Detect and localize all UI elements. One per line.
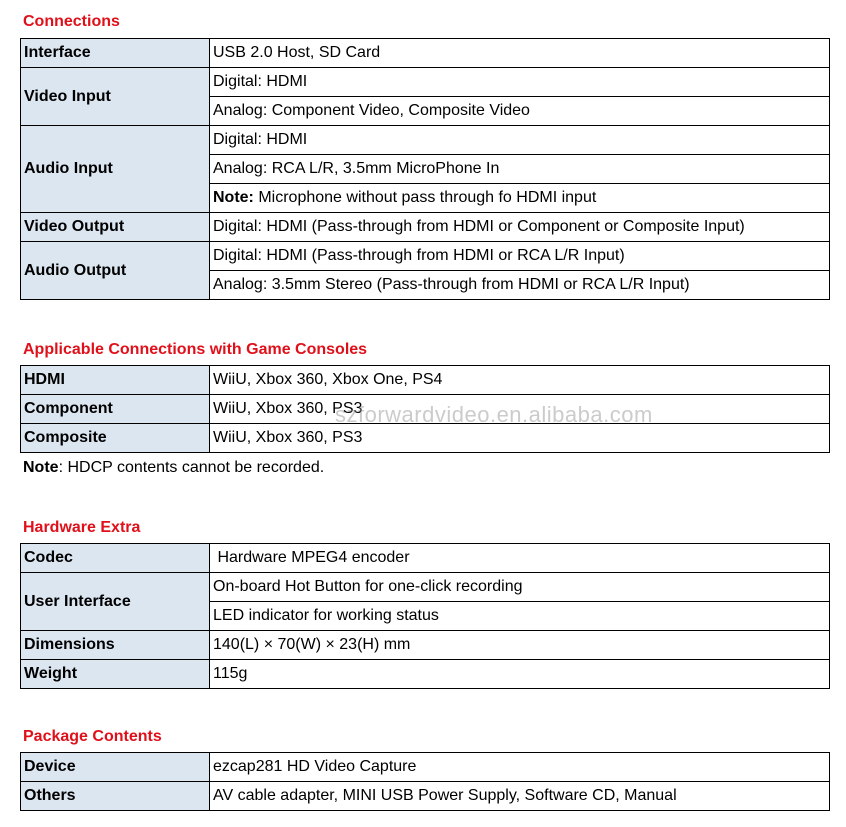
note-label: Note: [23, 459, 59, 476]
console-value: WiiU, Xbox 360, PS3: [210, 424, 830, 453]
dimensions-label: Dimensions: [21, 631, 210, 660]
user-interface-label: User Interface: [21, 573, 210, 631]
user-interface-value: LED indicator for working status: [210, 602, 830, 631]
weight-value: 115g: [210, 660, 830, 689]
table-row: [21, 753, 830, 782]
weight-label: Weight: [21, 660, 210, 689]
video-input-value: Digital: HDMI: [210, 68, 830, 97]
audio-input-value: Digital: HDMI: [210, 126, 830, 155]
console-value: WiiU, Xbox 360, PS3: [210, 395, 830, 424]
note-text: : HDCP contents cannot be recorded.: [58, 459, 325, 476]
package-title: Package Contents: [23, 728, 162, 745]
note-label: Note:: [213, 189, 254, 206]
table-row: [21, 39, 830, 68]
note-text: Microphone without pass through fo HDMI input: [253, 189, 597, 206]
audio-input-label: Audio Input: [21, 126, 210, 213]
connections-table: [20, 38, 830, 300]
audio-input-note: [210, 184, 830, 213]
interface-label: Interface: [21, 39, 210, 68]
codec-value: Hardware MPEG4 encoder: [210, 544, 830, 573]
table-row: [21, 782, 830, 811]
device-label: Device: [21, 753, 210, 782]
audio-output-label: Audio Output: [21, 242, 210, 300]
video-output-label: Video Output: [21, 213, 210, 242]
table-row: [21, 573, 830, 602]
table-row: [21, 213, 830, 242]
console-label: Component: [21, 395, 210, 424]
hdcp-note: [23, 458, 324, 478]
others-value: AV cable adapter, MINI USB Power Supply, Software CD, Manual: [210, 782, 830, 811]
table-row: [21, 631, 830, 660]
video-output-value: Digital: HDMI (Pass-through from HDMI or Component or Composite Input): [210, 213, 830, 242]
table-row: [21, 544, 830, 573]
interface-value: USB 2.0 Host, SD Card: [210, 39, 830, 68]
table-row: [21, 242, 830, 271]
table-row: [21, 68, 830, 97]
others-label: Others: [21, 782, 210, 811]
user-interface-value: On-board Hot Button for one-click recording: [210, 573, 830, 602]
package-table: [20, 752, 830, 811]
codec-label: Codec: [21, 544, 210, 573]
video-input-label: Video Input: [21, 68, 210, 126]
dimensions-value: 140(L) × 70(W) × 23(H) mm: [210, 631, 830, 660]
connections-title: Connections: [23, 13, 120, 30]
video-input-value: Analog: Component Video, Composite Video: [210, 97, 830, 126]
console-label: HDMI: [21, 366, 210, 395]
watermark: szforwardvideo.en.alibaba.com: [335, 402, 653, 427]
audio-output-value: Digital: HDMI (Pass-through from HDMI or RCA L/R Input): [210, 242, 830, 271]
hardware-title: Hardware Extra: [23, 519, 141, 536]
table-row: [21, 126, 830, 155]
audio-output-value: Analog: 3.5mm Stereo (Pass-through from HDMI or RCA L/R Input): [210, 271, 830, 300]
consoles-title: Applicable Connections with Game Consoles: [23, 341, 368, 358]
table-row: [21, 366, 830, 395]
hardware-table: [20, 543, 830, 689]
console-label: Composite: [21, 424, 210, 453]
device-value: ezcap281 HD Video Capture: [210, 753, 830, 782]
console-value: WiiU, Xbox 360, Xbox One, PS4: [210, 366, 830, 395]
table-row: [21, 660, 830, 689]
audio-input-value: Analog: RCA L/R, 3.5mm MicroPhone In: [210, 155, 830, 184]
